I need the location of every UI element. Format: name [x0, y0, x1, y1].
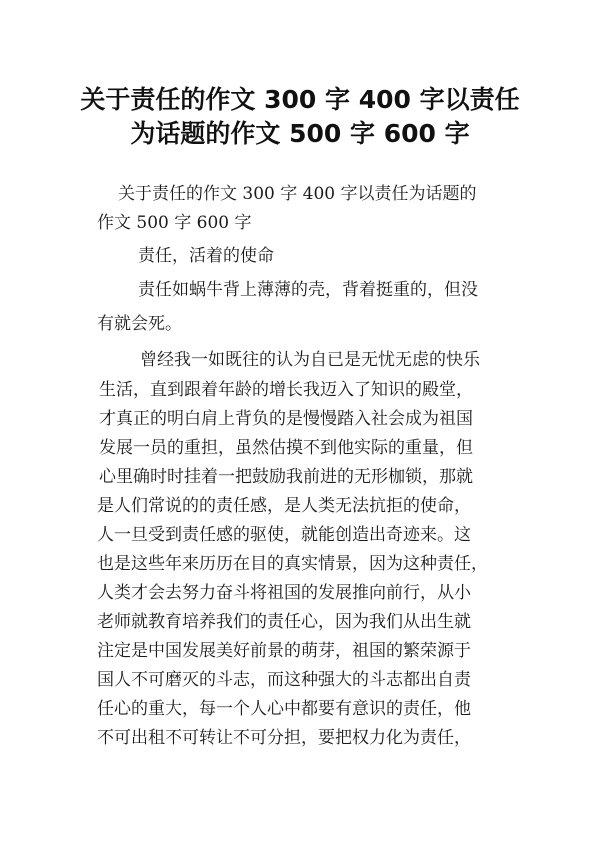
body-line: 才真正的明白肩上背负的是慢慢踏入社会成为祖国 [99, 409, 473, 429]
body-line: 注定是中国发展美好前景的萌芽，祖国的繁荣源于 [97, 641, 471, 661]
body-line: 责任，活着的使命 [138, 246, 274, 266]
body-line: 心里确时时挂着一把鼓励我前进的无形枷锁，那就 [99, 467, 473, 487]
body-line: 老师就教育培养我们的责任心，因为我们从出生就 [97, 612, 471, 632]
body-line: 不可出租不可转让不可分担，要把权力化为责任， [97, 728, 471, 748]
body-line: 有就会死。 [97, 314, 182, 334]
body-line: 发展一员的重担，虽然估摸不到他实际的重量，但 [99, 438, 473, 458]
body-line: 责任如蜗牛背上薄薄的壳，背着挺重的，但没 [138, 280, 478, 300]
body-line: 任心的重大，每一个人心中都要有意识的责任，他 [97, 699, 471, 719]
document-title-line-2: 为话题的作文 500 字 600 字 [130, 119, 470, 148]
body-line: 国人不可磨灭的斗志，而这种强大的斗志都出自责 [97, 670, 471, 690]
body-line: 关于责任的作文 300 字 400 字以责任为话题的 [118, 184, 477, 204]
document-title-line-1: 关于责任的作文 300 字 400 字以责任 [80, 85, 520, 114]
body-line: 生活，直到跟着年龄的增长我迈入了知识的殿堂， [99, 380, 473, 400]
body-line: 是人们常说的的责任感，是人类无法抗拒的使命， [97, 496, 471, 516]
body-line: 人一旦受到责任感的驱使，就能创造出奇迹来。这 [97, 525, 471, 545]
body-line: 也是这些年来历历在目的真实情景，因为这种责任， [97, 554, 488, 574]
body-line: 曾经我一如既往的认为自已是无忧无虑的快乐 [140, 350, 480, 370]
body-line: 作文 500 字 600 字 [97, 213, 252, 233]
body-line: 人类才会去努力奋斗将祖国的发展推向前行，从小 [97, 583, 471, 603]
